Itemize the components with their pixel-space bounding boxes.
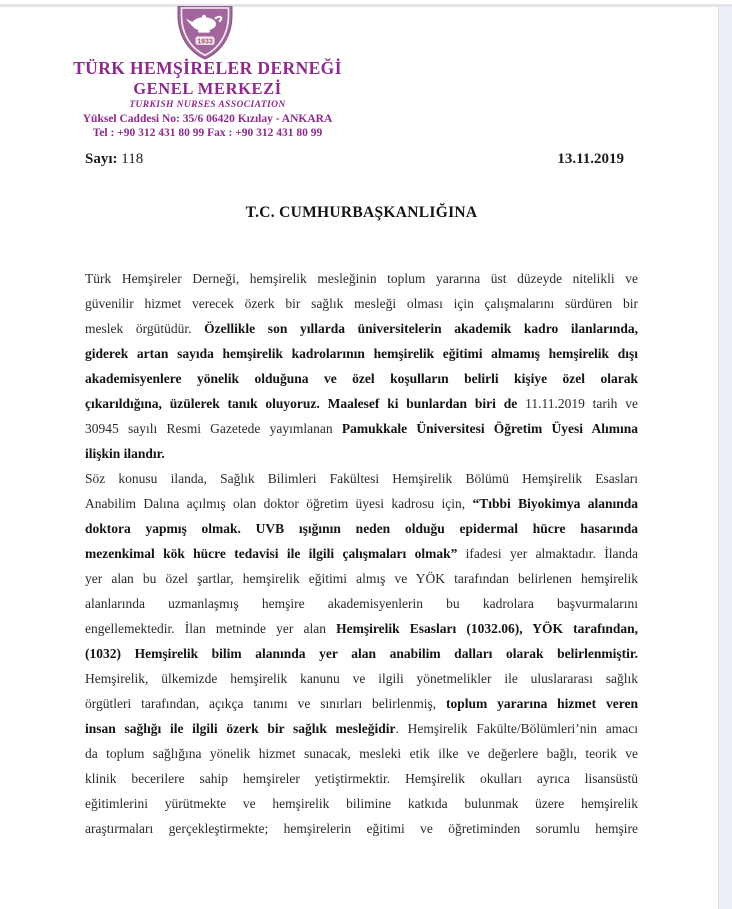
page-top-edge-line <box>0 4 732 7</box>
body-line: güvenilir hizmet verecek özerk bir sağlık mesleği olması için çalışmalarını sürdüren bir <box>85 296 638 311</box>
body-line: meslek örgütüdür. Özellikle son yıllarda üniversitelerin akademik kadro ilanlarında, <box>85 321 638 336</box>
logo-year: 1933 <box>197 38 213 46</box>
body-line: alanlarında uzmanlaşmış hemşire akademisyenlerin bu kadrolara başvurmalarını <box>85 596 638 611</box>
org-name-english: TURKISH NURSES ASSOCIATION <box>129 100 286 110</box>
reference-value: 118 <box>121 151 144 167</box>
body-line: Anabilim Dalına açılmış olan doktor öğretim üyesi kadrosu için, “Tıbbi Biyokimya alanında <box>85 496 638 511</box>
reference-label: Sayı: <box>85 151 118 167</box>
body-line: araştırmaları gerçekleştirmekte; hemşirelerin eğitimi ve öğretiminden sorumlu hemşire <box>85 821 638 836</box>
body-line: insan sağlığı ile ilgili özerk bir sağlık mesleğidir. Hemşirelik Fakülte/Bölümleri’nin amacı <box>85 721 639 736</box>
body-line: Türk Hemşireler Derneği, hemşirelik mesleğinin toplum yararına üst düzeyde nitelikli ve <box>85 271 638 286</box>
body-line: Hemşirelik, ülkemizde hemşirelik kanunu ve ilgili yönetmelikler ile uluslararası sağlık <box>85 671 638 686</box>
letter-body <box>85 266 638 841</box>
org-tel-fax: Tel : +90 312 431 80 99 Fax : +90 312 431 80 99 <box>92 127 323 139</box>
body-line: da toplum sağlığına yönelik hizmet sunacak, mesleki etik ilke ve değerlere bağlı, teorik ve <box>85 746 638 761</box>
body-line: giderek artan sayıda hemşirelik kadrolarının hemşirelik eğitimi almamış hemşirelik dışı <box>85 346 638 361</box>
body-line: örgütleri tarafından, açıkça tanımı ve sınırları belirlenmiş, toplum yararına hizmet veren <box>85 696 638 711</box>
letterhead <box>45 58 370 141</box>
body-line: mezenkimal kök hücre tedavisi ile ilgili çalışmaları olmak” ifadesi yer almaktadır. İlanda <box>85 546 638 561</box>
body-line: 30945 sayılı Resmi Gazetede yayımlanan Pamukkale Üniversitesi Öğretim Üyesi Alımına <box>85 421 638 436</box>
body-line: akademisyenlere yönelik olduğuna ve özel koşulların belirli kişiye özel olarak <box>85 371 638 386</box>
body-line: (1032) Hemşirelik bilim alanında yer alan anabilim dalları olarak belirlenmiştir. <box>85 646 638 661</box>
recipient-heading: T.C. CUMHURBAŞKANLIĞINA <box>245 204 478 221</box>
org-name-turkish: TÜRK HEMŞİRELER DERNEĞİ <box>73 58 342 78</box>
page-edge-strip <box>718 7 732 909</box>
body-line: Söz konusu ilanda, Sağlık Bilimleri Fakültesi Hemşirelik Bölümü Hemşirelik Esasları <box>85 471 638 486</box>
org-address: Yüksel Caddesi No: 35/6 06420 Kızılay - ANKARA <box>82 113 333 125</box>
body-line: yer alan bu özel şartlar, hemşirelik eğitimi almış ve YÖK tarafından belirlenen hemşirelik <box>85 571 638 586</box>
reference-number <box>85 151 143 168</box>
body-line: engellemektedir. İlan metninde yer alan Hemşirelik Esasları (1032.06), YÖK tarafından, <box>85 621 638 636</box>
org-unit: GENEL MERKEZİ <box>133 79 282 98</box>
body-line: doktora yapmış olmak. UVB ışığının neden olduğu epidermal hücre hasarında <box>85 521 638 536</box>
body-line: eğitimlerini yürütmekte ve hemşirelik bilimine katkıda bulunmak üzere hemşirelik <box>85 796 638 811</box>
letter-date: 13.11.2019 <box>557 151 624 167</box>
shield-lamp-logo-icon <box>177 6 233 60</box>
body-line: ilişkin ilandır. <box>85 446 165 461</box>
body-line: çıkarıldığına, üzülerek tanık oluyoruz. Maalesef ki bunlardan biri de 11.11.2019 tarih ve <box>85 396 638 411</box>
body-line: klinik becerilere sahip hemşireler yetiştirmektir. Hemşirelik okulları ayrıca lisansüstü <box>85 771 638 786</box>
letter-meta-row <box>85 151 638 171</box>
